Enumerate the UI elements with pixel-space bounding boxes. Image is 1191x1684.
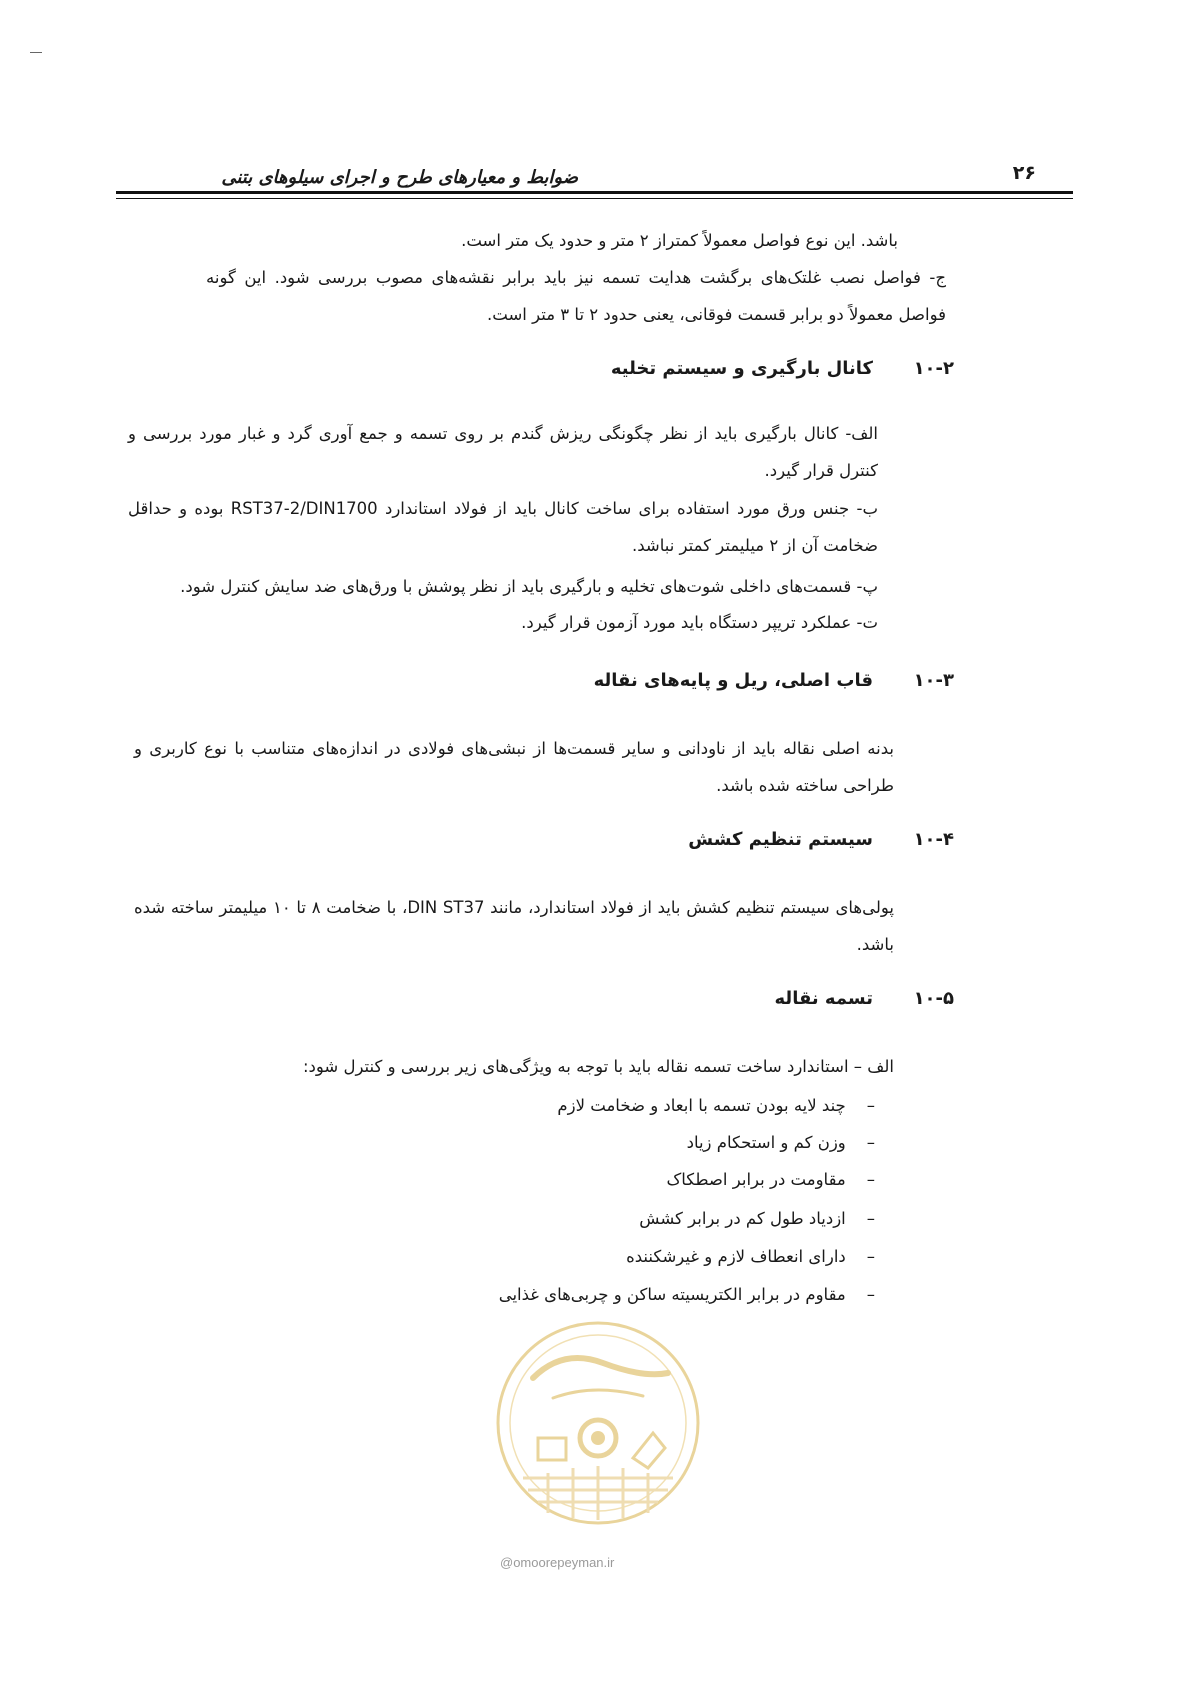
intro-line: باشد. این نوع فواصل معمولاً کمتراز ۲ متر و حدود یک متر است.: [461, 231, 898, 250]
watermark-logo: [493, 1318, 703, 1528]
section-title: تسمه نقاله: [774, 988, 873, 1009]
section-text: پولی‌های سیستم تنظیم کشش باید از فولاد استاندارد، مانند DIN ST37، با ضخامت ۸ تا ۱۰ میلیمتر ساخته شده باشد.: [134, 898, 894, 954]
list-item: – چند لایه بودن تسمه با ابعاد و ضخامت لازم: [557, 1096, 875, 1115]
intro-item-j: ج- فواصل نصب غلتک‌های برگشت هدایت تسمه نیز باید برابر نقشه‌های مصوب بررسی شود. این گونه فواصل معمولاً دو برابر قسمت فوقانی، یعنی حدود ۲ تا ۳ متر است.: [206, 268, 946, 324]
list-item: – مقاوم در برابر الکتریسیته ساکن و چربی‌های غذایی: [498, 1285, 875, 1304]
list-item: – وزن کم و استحکام زیاد: [686, 1133, 875, 1152]
bullet-dash: –: [845, 1247, 875, 1266]
section-item: ت- عملکرد تریپر دستگاه باید مورد آزمون قرار گیرد.: [521, 613, 878, 632]
list-item: – مقاومت در برابر اصطکاک: [666, 1170, 875, 1189]
bullet-dash: –: [845, 1170, 875, 1189]
header-rule-thin: [116, 198, 1073, 199]
section-number: ۱۰-۵: [913, 988, 954, 1009]
section-text: بدنه اصلی نقاله باید از ناودانی و سایر قسمت‌ها از نبشی‌های فولادی در اندازه‌های متناسب با نوع کاربری و طراحی ساخته شده باشد.: [134, 739, 894, 795]
bullet-dash: –: [845, 1285, 875, 1304]
section-title: کانال بارگیری و سیستم تخلیه: [610, 358, 873, 379]
watermark-url: @omoorepeyman.ir: [500, 1555, 615, 1570]
scan-mark: [30, 52, 42, 53]
section-title: قاب اصلی، ریل و پایه‌های نقاله: [593, 670, 873, 691]
bullet-dash: –: [845, 1209, 875, 1228]
section-title: سیستم تنظیم کشش: [688, 829, 873, 850]
running-header-title: ضوابط و معیارهای طرح و اجرای سیلوهای بتنی: [221, 167, 578, 188]
section-number: ۱۰-۴: [913, 829, 954, 850]
section-lead: الف – استاندارد ساخت تسمه نقاله باید با توجه به ویژگی‌های زیر بررسی و کنترل شود:: [302, 1057, 894, 1076]
section-number: ۱۰-۲: [913, 358, 954, 379]
page-number: ۲۶: [1012, 162, 1036, 184]
bullet-dash: –: [845, 1133, 875, 1152]
list-item: – ازدیاد طول کم در برابر کشش: [639, 1209, 875, 1228]
list-item: – دارای انعطاف لازم و غیرشکننده: [626, 1247, 875, 1266]
section-item: ب- جنس ورق مورد استفاده برای ساخت کانال باید از فولاد استاندارد RST37-2/DIN1700 بوده و حداقل ضخامت آن از ۲ میلیمتر کمتر نباشد.: [128, 499, 879, 555]
section-item: پ- قسمت‌های داخلی شوت‌های تخلیه و بارگیری باید از نظر پوشش با ورق‌های ضد سایش کنترل شود.: [180, 577, 878, 596]
section-item: الف- کانال بارگیری باید از نظر چگونگی ریزش گندم بر روی تسمه و جمع آوری گرد و غبار مورد بررسی و کنترل قرار گیرد.: [128, 424, 878, 480]
header-rule-thick: [116, 191, 1073, 194]
bullet-dash: –: [845, 1096, 875, 1115]
section-number: ۱۰-۳: [913, 670, 954, 691]
